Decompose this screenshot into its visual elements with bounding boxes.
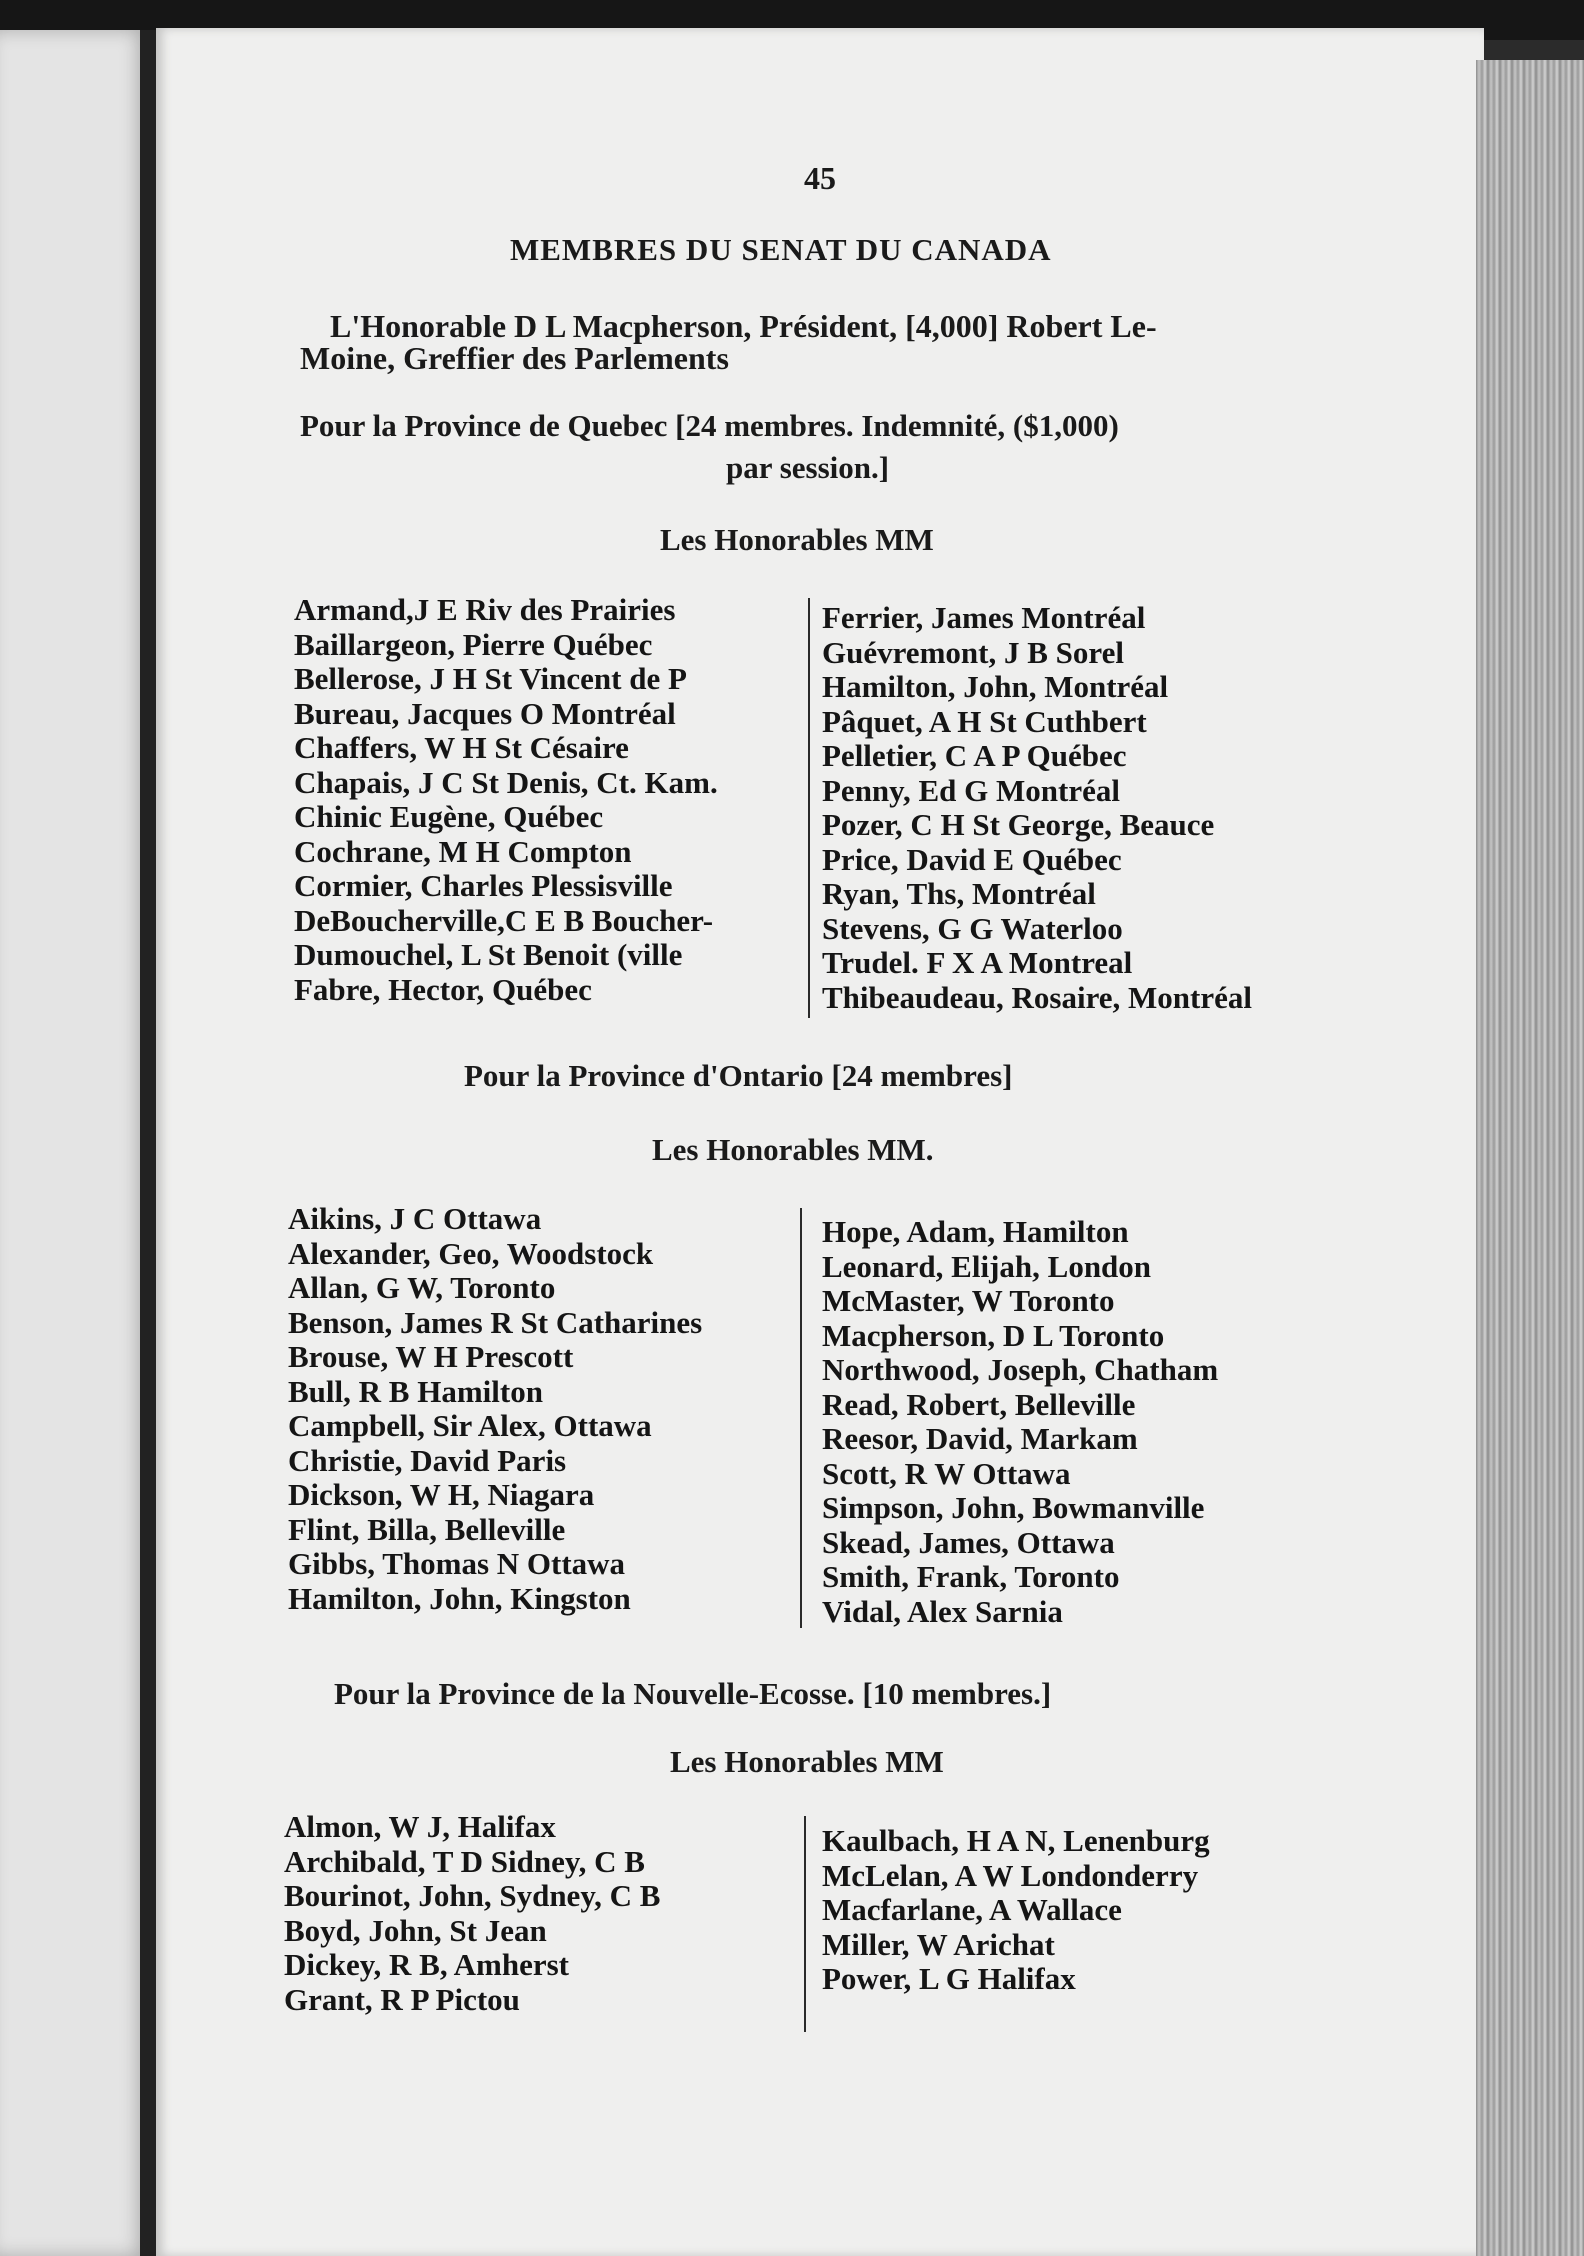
list-item: Read, Robert, Belleville — [822, 1386, 1136, 1422]
list-item: Leonard, Elijah, London — [822, 1248, 1152, 1284]
list-item: Dumouchel, L St Benoit (ville — [294, 937, 683, 972]
nouvelle-ecosse-column-rule — [804, 1816, 806, 2032]
list-item: Boyd, John, St Jean — [284, 1912, 547, 1948]
ontario-subheading: Les Honorables MM. — [652, 1132, 934, 1167]
list-item: Bureau, Jacques O Montréal — [294, 695, 676, 731]
nouvelle-ecosse-heading: Pour la Province de la Nouvelle-Ecosse. [10 membres.] — [334, 1676, 1052, 1711]
ontario-heading: Pour la Province d'Ontario [24 membres] — [464, 1058, 1013, 1093]
list-item: Northwood, Joseph, Chatham — [822, 1352, 1219, 1387]
list-item: Campbell, Sir Alex, Ottawa — [288, 1408, 652, 1443]
list-item: Fabre, Hector, Québec — [294, 971, 592, 1007]
intro-line-2: Moine, Greffier des Parlements — [300, 340, 729, 376]
list-item: Vidal, Alex Sarnia — [822, 1593, 1063, 1629]
list-item: McMaster, W Toronto — [822, 1283, 1115, 1318]
page-edges — [1476, 60, 1584, 2256]
page-title: MEMBRES DU SENAT DU CANADA — [510, 232, 1052, 267]
list-item: Chaffers, W H St Césaire — [294, 730, 629, 765]
list-item: Reesor, David, Markam — [822, 1421, 1138, 1456]
list-item: Scott, R W Ottawa — [822, 1455, 1071, 1491]
quebec-heading-line-2: par session.] — [726, 450, 890, 485]
list-item: Simpson, John, Bowmanville — [822, 1490, 1205, 1525]
list-item: Chapais, J C St Denis, Ct. Kam. — [294, 764, 718, 800]
list-item: Trudel. F X A Montreal — [822, 945, 1133, 980]
list-item: Thibeaudeau, Rosaire, Montréal — [822, 979, 1252, 1015]
left-facing-page — [0, 30, 148, 2256]
list-item: Miller, W Arichat — [822, 1926, 1055, 1962]
list-item: Aikins, J C Ottawa — [288, 1201, 542, 1236]
list-item: Benson, James R St Catharines — [288, 1304, 703, 1340]
list-item: Armand,J E Riv des Prairies — [294, 592, 676, 627]
list-item: Dickson, W H, Niagara — [288, 1477, 595, 1512]
list-item: Flint, Billa, Belleville — [288, 1511, 566, 1547]
list-item: Smith, Frank, Toronto — [822, 1559, 1120, 1594]
list-item: Bull, R B Hamilton — [288, 1373, 543, 1409]
list-item: Brouse, W H Prescott — [288, 1339, 574, 1374]
list-item: Pelletier, C A P Québec — [822, 738, 1127, 773]
ontario-column-rule — [800, 1208, 802, 1628]
list-item: Hamilton, John, Montréal — [822, 669, 1169, 704]
list-item: Cormier, Charles Plessisville — [294, 868, 673, 903]
list-item: DeBoucherville,C E B Boucher- — [294, 902, 714, 938]
list-item: Macfarlane, A Wallace — [822, 1892, 1122, 1927]
list-item: Almon, W J, Halifax — [284, 1809, 556, 1844]
list-item: Dickey, R B, Amherst — [284, 1947, 570, 1982]
list-item: Christie, David Paris — [288, 1442, 567, 1478]
list-item: Cochrane, M H Compton — [294, 833, 632, 869]
quebec-heading-line-1: Pour la Province de Quebec [24 membres. Indemnité, ($1,000) — [300, 408, 1119, 443]
nouvelle-ecosse-subheading: Les Honorables MM — [670, 1744, 944, 1779]
list-item: Kaulbach, H A N, Lenenburg — [822, 1823, 1210, 1858]
list-item: Ryan, Ths, Montréal — [822, 876, 1096, 911]
list-item: Baillargeon, Pierre Québec — [294, 626, 653, 662]
page-number: 45 — [804, 160, 836, 196]
list-item: Stevens, G G Waterloo — [822, 910, 1123, 946]
list-item: Hope, Adam, Hamilton — [822, 1214, 1129, 1249]
list-item: Skead, James, Ottawa — [822, 1524, 1115, 1560]
quebec-column-rule — [808, 598, 810, 1018]
list-item: Bellerose, J H St Vincent de P — [294, 661, 687, 696]
list-item: Gibbs, Thomas N Ottawa — [288, 1546, 626, 1581]
list-item: Penny, Ed G Montréal — [822, 772, 1120, 808]
list-item: Chinic Eugène, Québec — [294, 799, 604, 834]
list-item: Allan, G W, Toronto — [288, 1270, 556, 1305]
list-item: Pozer, C H St George, Beauce — [822, 807, 1215, 842]
list-item: Hamilton, John, Kingston — [288, 1580, 631, 1616]
list-item: Macpherson, D L Toronto — [822, 1317, 1165, 1353]
list-item: Power, L G Halifax — [822, 1961, 1076, 1996]
list-item: Pâquet, A H St Cuthbert — [822, 703, 1147, 739]
list-item: Ferrier, James Montréal — [822, 600, 1146, 635]
list-item: McLelan, A W Londonderry — [822, 1857, 1199, 1893]
list-item: Archibald, T D Sidney, C B — [284, 1843, 645, 1879]
list-item: Bourinot, John, Sydney, C B — [284, 1878, 661, 1913]
list-item: Price, David E Québec — [822, 841, 1122, 877]
list-item: Grant, R P Pictou — [284, 1981, 520, 2017]
list-item: Alexander, Geo, Woodstock — [288, 1235, 654, 1271]
list-item: Guévremont, J B Sorel — [822, 634, 1124, 670]
intro-line-1: L'Honorable D L Macpherson, Président, [4,000] Robert Le- — [330, 308, 1157, 344]
quebec-subheading: Les Honorables MM — [660, 522, 934, 557]
